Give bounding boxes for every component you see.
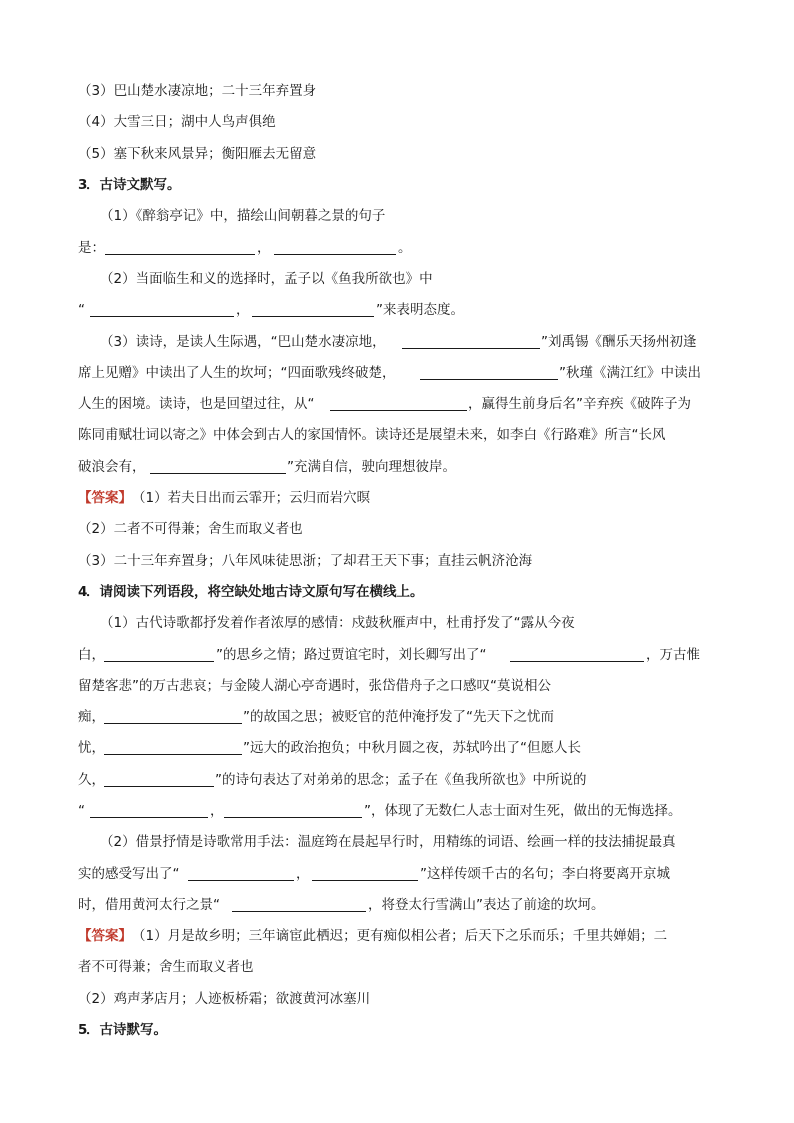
question-text: ”的故国之思；被贬官的范仲淹抒发了“先天下之忧而 xyxy=(243,709,554,725)
answer-line xyxy=(0,142,794,166)
answer-blank[interactable] xyxy=(420,365,558,380)
punctuation: ， xyxy=(236,302,250,318)
question-text: （1）古代诗歌都抒发着作者浓厚的感情：戍鼓秋雁声中，杜甫抒发了“露从今夜 xyxy=(100,615,575,631)
answer-text: （1）月是故乡明；三年谪宦此栖迟；更有痴似相公者；后天下之乐而乐；千里共婵娟；二 xyxy=(132,928,668,944)
answer-blank[interactable] xyxy=(188,866,294,881)
answer-blank[interactable] xyxy=(90,302,234,317)
answer-text: （4）大雪三日；湖中人鸟声俱绝 xyxy=(78,114,276,130)
question-text: （3）读诗，是读人生际遇，“巴山楚水凄凉地， xyxy=(100,334,386,350)
question-line xyxy=(0,204,794,228)
question-line xyxy=(0,298,794,322)
question-line xyxy=(0,267,794,291)
punctuation: “ xyxy=(78,302,85,318)
question-line xyxy=(0,705,794,729)
question-text: 久， xyxy=(78,772,105,788)
answer-line xyxy=(0,79,794,103)
question-title: ．古诗文默写。 xyxy=(86,177,181,193)
answer-blank[interactable] xyxy=(104,709,242,724)
question-text: ，万古惟 xyxy=(646,647,700,663)
answer-line xyxy=(0,110,794,134)
answer-blank[interactable] xyxy=(105,240,255,255)
answer-text: （3）巴山楚水凄凉地；二十三年弃置身 xyxy=(78,83,317,99)
question-text: 留楚客悲”的万古悲哀；与金陵人湖心亭奇遇时，张岱借舟子之口感叹“莫说相公 xyxy=(78,678,551,694)
answer-blank[interactable] xyxy=(274,240,396,255)
question-text: （2）借景抒情是诗歌常用手法：温庭筠在晨起早行时，用精练的词语、绘画一样的技法捕捉最真 xyxy=(100,834,676,850)
question-line xyxy=(0,611,794,635)
answer-blank[interactable] xyxy=(104,647,214,662)
question-text: 是： xyxy=(78,240,105,256)
question-text: ”刘禹锡《酬乐天扬州初逢 xyxy=(541,334,697,350)
question-line xyxy=(0,893,794,917)
answer-blank[interactable] xyxy=(330,396,467,411)
answer-line xyxy=(0,987,794,1011)
answer-text: （5）塞下秋来风景异；衡阳雁去无留意 xyxy=(78,146,317,162)
question-text: ”来表明态度。 xyxy=(376,302,464,318)
answer-tag: 【答案】 xyxy=(78,928,132,944)
question-line xyxy=(0,862,794,886)
question-line xyxy=(0,830,794,854)
answer-blank[interactable] xyxy=(402,334,540,349)
answer-blank[interactable] xyxy=(150,459,286,474)
punctuation: ， xyxy=(296,866,310,882)
punctuation: ， xyxy=(257,240,271,256)
question-line xyxy=(0,455,794,479)
question-5-heading xyxy=(0,1018,794,1042)
question-title: ．古诗默写。 xyxy=(86,1022,167,1038)
question-line xyxy=(0,392,794,416)
question-text: ，赢得生前身后名”辛弃疾《破阵子为 xyxy=(468,396,691,412)
answer-line xyxy=(0,486,794,510)
answer-line xyxy=(0,955,794,979)
question-line xyxy=(0,236,794,260)
question-number: 5 xyxy=(78,1022,88,1038)
question-line xyxy=(0,643,794,667)
question-text: ”这样传颂千古的名句；李白将要离开京城 xyxy=(420,866,670,882)
answer-line xyxy=(0,924,794,948)
answer-blank[interactable] xyxy=(232,897,366,912)
punctuation: ， xyxy=(210,803,224,819)
answer-text: （1）若夫日出而云霏开；云归而岩穴暝 xyxy=(132,490,371,506)
question-text: ”的诗句表达了对弟弟的思念；孟子在《鱼我所欲也》中所说的 xyxy=(215,772,587,788)
answer-text: （2）鸡声茅店月；人迹板桥霜；欲渡黄河冰塞川 xyxy=(78,991,371,1007)
question-text: ”的思乡之情；路过贾谊宅时，刘长卿写出了“ xyxy=(216,647,487,663)
question-text: ”充满自信，驶向理想彼岸。 xyxy=(287,459,456,475)
question-line xyxy=(0,423,794,447)
answer-text: （2）二者不可得兼；舍生而取义者也 xyxy=(78,521,303,537)
answer-blank[interactable] xyxy=(510,647,644,662)
question-text: 时，借用黄河太行之景“ xyxy=(78,897,220,913)
answer-line xyxy=(0,549,794,573)
answer-blank[interactable] xyxy=(252,302,374,317)
answer-blank[interactable] xyxy=(104,740,242,755)
answer-blank[interactable] xyxy=(104,772,214,787)
question-line xyxy=(0,330,794,354)
answer-text: （3）二十三年弃置身；八年风味徒思浙；了却君王天下事；直挂云帆济沧海 xyxy=(78,553,533,569)
question-line xyxy=(0,799,794,823)
question-text: 实的感受写出了“ xyxy=(78,866,180,882)
question-line xyxy=(0,674,794,698)
question-text: （1）《醉翁亭记》中，描绘山间朝暮之景的句子 xyxy=(100,208,386,224)
question-text: ，将登太行雪满山”表达了前途的坎坷。 xyxy=(368,897,605,913)
question-text: 陈同甫赋壮词以寄之》中体会到古人的家国情怀。读诗还是展望未来，如李白《行路难》所言“长风 xyxy=(78,427,666,443)
question-text: （2）当面临生和义的选择时，孟子以《鱼我所欲也》中 xyxy=(100,271,433,287)
question-text: 人生的困境。读诗，也是回望过往，从“ xyxy=(78,396,315,412)
question-text: ”秋瑾《满江红》中读出 xyxy=(559,365,701,381)
question-text: ”，体现了无数仁人志士面对生死，做出的无悔选择。 xyxy=(364,803,682,819)
punctuation: 。 xyxy=(398,240,412,256)
question-number: 3 xyxy=(78,177,88,193)
question-text: 破浪会有， xyxy=(78,459,146,475)
question-line xyxy=(0,768,794,792)
answer-blank[interactable] xyxy=(224,803,362,818)
question-text: 痴， xyxy=(78,709,105,725)
question-line xyxy=(0,736,794,760)
question-text: ”远大的政治抱负；中秋月圆之夜，苏轼吟出了“但愿人长 xyxy=(243,740,581,756)
question-title: ．请阅读下列语段，将空缺处地古诗文原句写在横线上。 xyxy=(86,584,424,600)
answer-blank[interactable] xyxy=(312,866,418,881)
answer-tag: 【答案】 xyxy=(78,490,132,506)
question-4-heading xyxy=(0,580,794,604)
answer-blank[interactable] xyxy=(90,803,208,818)
question-3-heading xyxy=(0,173,794,197)
answer-text: 者不可得兼；舍生而取义者也 xyxy=(78,959,254,975)
question-text: 白， xyxy=(78,647,105,663)
question-line xyxy=(0,361,794,385)
question-number: 4 xyxy=(78,584,88,600)
punctuation: “ xyxy=(78,803,85,819)
question-text: 忧， xyxy=(78,740,105,756)
answer-line xyxy=(0,517,794,541)
question-text: 席上见赠》中读出了人生的坎坷；“四面歌残终破楚， xyxy=(78,365,396,381)
